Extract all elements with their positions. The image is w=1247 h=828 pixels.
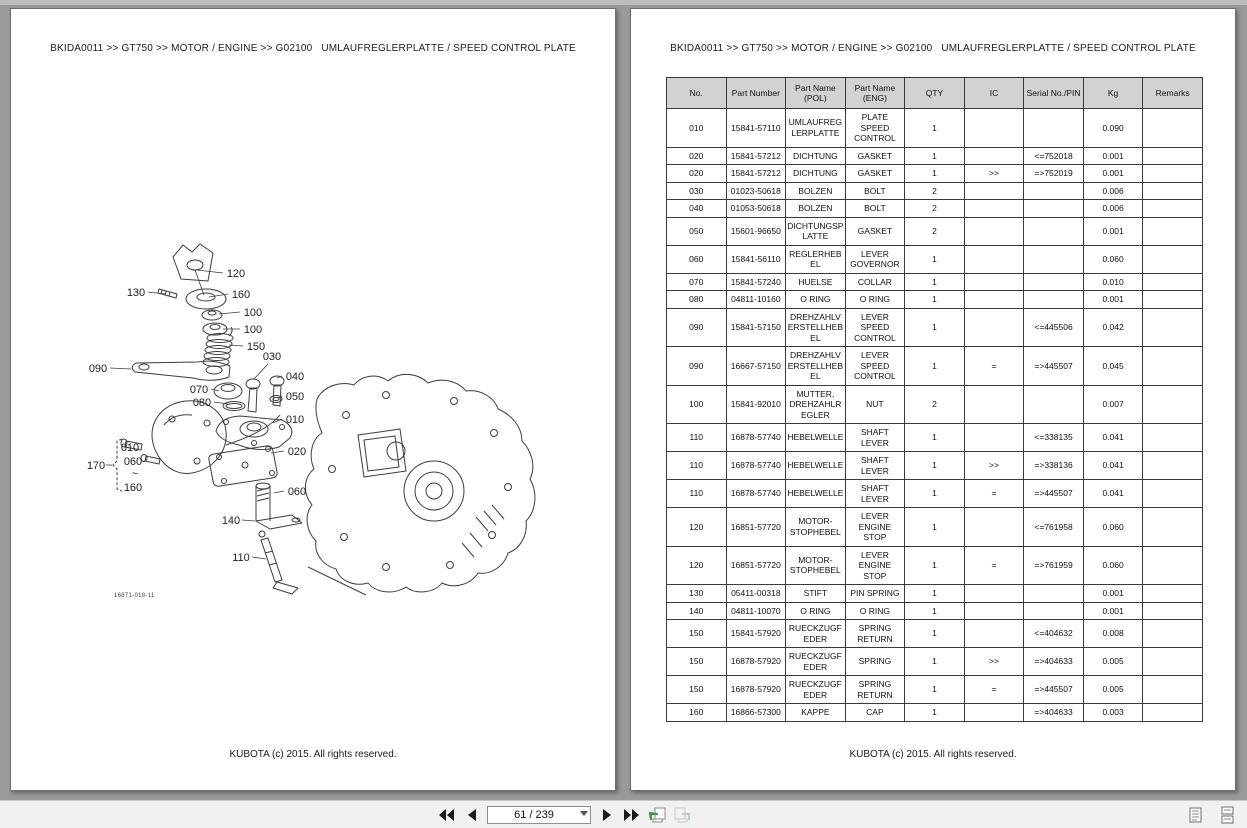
table-cell: KAPPE xyxy=(786,704,846,722)
diagram-callout: 030 xyxy=(262,351,282,363)
first-page-button[interactable] xyxy=(437,807,455,823)
table-cell xyxy=(964,109,1024,148)
table-cell: 070 xyxy=(667,273,727,291)
diagram-callout: 150 xyxy=(246,341,266,353)
table-cell: <=761958 xyxy=(1024,508,1084,547)
table-cell: 1 xyxy=(905,424,965,452)
single-page-view-button[interactable] xyxy=(1184,804,1206,826)
table-cell xyxy=(1024,217,1084,245)
copyright-right: KUBOTA (c) 2015. All rights reserved. xyxy=(849,749,1017,760)
column-header: QTY xyxy=(905,78,965,109)
table-cell: 0.060 xyxy=(1083,508,1143,547)
table-cell xyxy=(964,291,1024,309)
table-cell: <=752018 xyxy=(1024,147,1084,165)
table-cell: GASKET xyxy=(845,217,905,245)
callout-leader-line xyxy=(252,557,266,559)
parts-table-header xyxy=(667,78,1203,109)
table-cell: 0.001 xyxy=(1083,147,1143,165)
table-row xyxy=(667,602,1203,620)
table-cell: >> xyxy=(964,452,1024,480)
table-cell: LEVER ENGINE STOP xyxy=(845,508,905,547)
table-cell: 2 xyxy=(905,385,965,424)
table-cell: 140 xyxy=(667,602,727,620)
table-cell: 0.060 xyxy=(1083,245,1143,273)
table-cell: RUECKZUGF EDER xyxy=(786,620,846,648)
table-cell: 0.045 xyxy=(1083,347,1143,386)
table-cell: 01053-50618 xyxy=(726,200,786,218)
table-cell: 1 xyxy=(905,546,965,585)
table-cell: =>445507 xyxy=(1024,347,1084,386)
table-cell: O RING xyxy=(845,291,905,309)
table-cell xyxy=(1143,217,1203,245)
breadcrumb-left: BKIDA0011 >> GT750 >> MOTOR / ENGINE >> G02100 UMLAUFREGLERPLATTE / SPEED CONTROL PLATE xyxy=(50,43,576,54)
table-cell: =>752019 xyxy=(1024,165,1084,183)
table-cell: >> xyxy=(964,648,1024,676)
table-cell xyxy=(1143,620,1203,648)
table-cell: = xyxy=(964,480,1024,508)
table-cell: SPRING RETURN xyxy=(845,676,905,704)
table-cell xyxy=(1143,385,1203,424)
table-cell xyxy=(1143,147,1203,165)
pdf-viewer-canvas xyxy=(0,5,1247,800)
table-cell: 05411-00318 xyxy=(726,585,786,603)
table-cell: 0.007 xyxy=(1083,385,1143,424)
table-cell xyxy=(964,585,1024,603)
table-cell: =>761959 xyxy=(1024,546,1084,585)
table-row xyxy=(667,620,1203,648)
table-cell: LEVER SPEED CONTROL xyxy=(845,347,905,386)
table-cell: 16878-57920 xyxy=(726,676,786,704)
table-row xyxy=(667,147,1203,165)
table-cell: 2 xyxy=(905,200,965,218)
table-cell: REGLERHEB EL xyxy=(786,245,846,273)
table-cell: 1 xyxy=(905,620,965,648)
table-cell: SHAFT LEVER xyxy=(845,480,905,508)
table-cell: 1 xyxy=(905,291,965,309)
table-cell: 110 xyxy=(667,452,727,480)
diagram-callout: 100 xyxy=(243,307,263,319)
table-cell: 060 xyxy=(667,245,727,273)
table-cell: 16878-57740 xyxy=(726,480,786,508)
column-header: Part Name (ENG) xyxy=(845,78,905,109)
previous-view-button[interactable] xyxy=(648,807,666,823)
table-cell: 1 xyxy=(905,508,965,547)
diagram-callout: 010 xyxy=(285,414,305,426)
table-cell: GASKET xyxy=(845,147,905,165)
table-cell xyxy=(964,620,1024,648)
parts-table xyxy=(666,77,1203,722)
table-cell xyxy=(964,424,1024,452)
callout-leader-line xyxy=(242,520,255,521)
table-cell: 15841-57212 xyxy=(726,165,786,183)
table-row xyxy=(667,648,1203,676)
table-cell xyxy=(1024,245,1084,273)
diagram-callout: 110 xyxy=(232,552,250,564)
table-cell: 1 xyxy=(905,602,965,620)
table-cell: <=338135 xyxy=(1024,424,1084,452)
table-cell xyxy=(964,704,1024,722)
table-cell xyxy=(964,508,1024,547)
table-cell: SPRING RETURN xyxy=(845,620,905,648)
callout-leader-line xyxy=(211,389,219,391)
table-cell: 04811-10160 xyxy=(726,291,786,309)
column-header: Serial No./PIN xyxy=(1024,78,1084,109)
table-cell: 2 xyxy=(905,217,965,245)
table-cell: 1 xyxy=(905,109,965,148)
table-cell: <=404632 xyxy=(1024,620,1084,648)
table-cell: 16667-57150 xyxy=(726,347,786,386)
table-cell: 1 xyxy=(905,245,965,273)
table-cell: DREHZAHLV ERSTELLHEB EL xyxy=(786,347,846,386)
table-cell: BOLZEN xyxy=(786,200,846,218)
table-cell: 0.001 xyxy=(1083,602,1143,620)
table-cell: 15841-57240 xyxy=(726,273,786,291)
table-row xyxy=(667,452,1203,480)
table-row xyxy=(667,109,1203,148)
table-row xyxy=(667,585,1203,603)
table-cell xyxy=(964,385,1024,424)
table-cell xyxy=(964,200,1024,218)
table-cell: >> xyxy=(964,165,1024,183)
table-cell xyxy=(1024,291,1084,309)
table-cell: 16878-57740 xyxy=(726,424,786,452)
diagram-callout: 010 xyxy=(120,442,140,454)
table-cell: 110 xyxy=(667,424,727,452)
diagram-callout: 170 xyxy=(86,460,106,472)
table-cell: 1 xyxy=(905,452,965,480)
table-cell xyxy=(1143,648,1203,676)
table-cell: <=445506 xyxy=(1024,308,1084,347)
table-cell: =>404633 xyxy=(1024,648,1084,676)
table-cell xyxy=(964,602,1024,620)
table-cell: 0.041 xyxy=(1083,452,1143,480)
document-page-left xyxy=(10,8,616,791)
table-cell xyxy=(1024,585,1084,603)
table-cell: 080 xyxy=(667,291,727,309)
table-cell: LEVER GOVERNOR xyxy=(845,245,905,273)
next-view-button[interactable] xyxy=(673,807,691,823)
last-page-button[interactable] xyxy=(623,807,641,823)
table-cell: 090 xyxy=(667,308,727,347)
table-cell: 0.060 xyxy=(1083,546,1143,585)
previous-page-button[interactable] xyxy=(462,807,480,823)
table-row xyxy=(667,704,1203,722)
diagram-callout: 120 xyxy=(226,268,246,280)
table-cell xyxy=(1143,508,1203,547)
table-cell: 040 xyxy=(667,200,727,218)
table-cell: 0.001 xyxy=(1083,585,1143,603)
table-cell: = xyxy=(964,676,1024,704)
table-cell: 1 xyxy=(905,704,965,722)
table-cell xyxy=(1143,480,1203,508)
table-cell xyxy=(964,147,1024,165)
table-cell xyxy=(1024,273,1084,291)
diagram-callout: 020 xyxy=(287,446,307,458)
table-cell: GASKET xyxy=(845,165,905,183)
table-cell: LEVER ENGINE STOP xyxy=(845,546,905,585)
table-cell: 15841-57212 xyxy=(726,147,786,165)
table-cell: 0.001 xyxy=(1083,217,1143,245)
table-cell: SHAFT LEVER xyxy=(845,452,905,480)
table-row xyxy=(667,182,1203,200)
table-cell: RUECKZUGF EDER xyxy=(786,676,846,704)
table-cell: 010 xyxy=(667,109,727,148)
table-row xyxy=(667,546,1203,585)
table-cell: 0.041 xyxy=(1083,424,1143,452)
callout-leader-line xyxy=(254,364,268,379)
table-cell: 16866-57300 xyxy=(726,704,786,722)
copyright-left: KUBOTA (c) 2015. All rights reserved. xyxy=(229,749,397,760)
table-cell xyxy=(964,273,1024,291)
table-cell: = xyxy=(964,546,1024,585)
table-cell: 15841-57920 xyxy=(726,620,786,648)
table-cell: 16878-57920 xyxy=(726,648,786,676)
diagram-callout: 050 xyxy=(285,391,305,403)
table-cell: SPRING xyxy=(845,648,905,676)
table-cell xyxy=(964,217,1024,245)
column-header: No. xyxy=(667,78,727,109)
table-cell xyxy=(1143,182,1203,200)
column-header: IC xyxy=(964,78,1024,109)
table-cell: 050 xyxy=(667,217,727,245)
table-row xyxy=(667,165,1203,183)
diagram-callout: 090 xyxy=(88,363,108,375)
table-row xyxy=(667,676,1203,704)
figure-number: 16871-018-11 xyxy=(114,593,155,599)
table-cell: BOLT xyxy=(845,200,905,218)
table-cell: 150 xyxy=(667,620,727,648)
table-cell: BOLZEN xyxy=(786,182,846,200)
table-cell: O RING xyxy=(786,291,846,309)
next-page-button[interactable] xyxy=(598,807,616,823)
bottom-toolbar xyxy=(0,800,1247,828)
table-cell xyxy=(1143,200,1203,218)
table-cell xyxy=(1143,245,1203,273)
parts-table-container xyxy=(666,77,1203,722)
diagram-callout: 080 xyxy=(192,397,212,409)
table-cell: 130 xyxy=(667,585,727,603)
table-cell: = xyxy=(964,347,1024,386)
table-cell: 1 xyxy=(905,147,965,165)
table-cell: LEVER SPEED CONTROL xyxy=(845,308,905,347)
table-row xyxy=(667,424,1203,452)
table-cell xyxy=(1143,273,1203,291)
table-cell: 150 xyxy=(667,676,727,704)
table-cell: 1 xyxy=(905,165,965,183)
table-cell: 1 xyxy=(905,585,965,603)
breadcrumb-right: BKIDA0011 >> GT750 >> MOTOR / ENGINE >> G02100 UMLAUFREGLERPLATTE / SPEED CONTROL PLATE xyxy=(670,43,1196,54)
callout-leader-line xyxy=(219,312,240,314)
table-cell: 0.001 xyxy=(1083,165,1143,183)
page-indicator: 61 / 239 xyxy=(514,809,554,821)
table-row xyxy=(667,385,1203,424)
table-cell: 2 xyxy=(905,182,965,200)
table-cell xyxy=(1143,585,1203,603)
combobox-dropdown-arrow xyxy=(580,811,588,816)
diagram-callout: 060 xyxy=(287,486,307,498)
table-cell xyxy=(1143,602,1203,620)
diagram-callout: 160 xyxy=(231,289,251,301)
table-cell: 1 xyxy=(905,648,965,676)
table-cell xyxy=(964,245,1024,273)
table-cell xyxy=(1024,182,1084,200)
table-row xyxy=(667,273,1203,291)
table-cell: 01023-50618 xyxy=(726,182,786,200)
table-cell: O RING xyxy=(786,602,846,620)
table-cell xyxy=(964,182,1024,200)
table-cell: 0.008 xyxy=(1083,620,1143,648)
table-cell: RUECKZUGF EDER xyxy=(786,648,846,676)
table-cell xyxy=(1143,165,1203,183)
table-cell: PIN SPRING xyxy=(845,585,905,603)
table-cell: 04811-10070 xyxy=(726,602,786,620)
document-page-right xyxy=(630,8,1236,791)
table-row xyxy=(667,291,1203,309)
table-cell: 0.090 xyxy=(1083,109,1143,148)
diagram-callout: 060 xyxy=(123,456,143,468)
table-cell: HUELSE xyxy=(786,273,846,291)
continuous-view-button[interactable] xyxy=(1216,804,1238,826)
table-row xyxy=(667,480,1203,508)
table-cell xyxy=(1024,200,1084,218)
table-cell: COLLAR xyxy=(845,273,905,291)
table-cell: PLATE SPEED CONTROL xyxy=(845,109,905,148)
table-cell: DICHTUNG xyxy=(786,147,846,165)
callout-leader-line xyxy=(274,491,284,493)
table-cell: =>445507 xyxy=(1024,480,1084,508)
callout-leader-line xyxy=(110,368,131,369)
exploded-parts-diagram xyxy=(56,237,576,617)
table-cell: CAP xyxy=(845,704,905,722)
table-cell: 0.005 xyxy=(1083,676,1143,704)
table-cell: NUT xyxy=(845,385,905,424)
table-cell: =>338136 xyxy=(1024,452,1084,480)
column-header: Kg xyxy=(1083,78,1143,109)
table-cell: MOTOR-STOPHEBEL xyxy=(786,508,846,547)
table-cell: 16878-57740 xyxy=(726,452,786,480)
diagram-callout: 140 xyxy=(221,515,241,527)
table-cell xyxy=(1143,291,1203,309)
table-cell: HEBELWELLE xyxy=(786,480,846,508)
table-cell: BOLT xyxy=(845,182,905,200)
table-cell: DICHTUNGSP LATTE xyxy=(786,217,846,245)
diagram-callout: 100 xyxy=(243,324,263,336)
table-row xyxy=(667,508,1203,547)
table-row xyxy=(667,347,1203,386)
table-cell xyxy=(1143,109,1203,148)
table-cell: 15841-92010 xyxy=(726,385,786,424)
table-cell: 15601-96650 xyxy=(726,217,786,245)
diagram-callout: 070 xyxy=(189,384,209,396)
table-cell: UMLAUFREG LERPLATTE xyxy=(786,109,846,148)
table-cell xyxy=(1143,676,1203,704)
table-cell xyxy=(1143,347,1203,386)
table-cell xyxy=(964,308,1024,347)
table-cell: =>404633 xyxy=(1024,704,1084,722)
table-cell: 16851-57720 xyxy=(726,546,786,585)
table-cell: MUTTER, DREHZAHLR EGLER xyxy=(786,385,846,424)
table-cell: 0.006 xyxy=(1083,200,1143,218)
table-cell: MOTOR-STOPHEBEL xyxy=(786,546,846,585)
table-cell xyxy=(1143,424,1203,452)
table-cell: 0.010 xyxy=(1083,273,1143,291)
table-cell: SHAFT LEVER xyxy=(845,424,905,452)
table-cell: 1 xyxy=(905,308,965,347)
table-cell: HEBELWELLE xyxy=(786,424,846,452)
table-cell: STIFT xyxy=(786,585,846,603)
table-cell xyxy=(1143,704,1203,722)
table-cell xyxy=(1143,308,1203,347)
table-cell: 110 xyxy=(667,480,727,508)
table-cell xyxy=(1024,602,1084,620)
table-cell: 1 xyxy=(905,480,965,508)
diagram-callout: 160 xyxy=(123,482,143,494)
table-cell: 020 xyxy=(667,147,727,165)
column-header: Part Name (POL) xyxy=(786,78,846,109)
diagram-callout: ~ xyxy=(131,468,139,480)
table-cell: 0.001 xyxy=(1083,291,1143,309)
callout-leader-line xyxy=(148,292,165,294)
table-cell: 0.005 xyxy=(1083,648,1143,676)
diagram-callout: 040 xyxy=(285,371,305,383)
table-row xyxy=(667,308,1203,347)
table-cell: 1 xyxy=(905,273,965,291)
table-cell: 090 xyxy=(667,347,727,386)
column-header: Remarks xyxy=(1143,78,1203,109)
table-cell: O RING xyxy=(845,602,905,620)
page-number-combobox[interactable] xyxy=(487,806,591,824)
table-cell: 0.003 xyxy=(1083,704,1143,722)
table-cell: 16851-57720 xyxy=(726,508,786,547)
table-cell xyxy=(1143,546,1203,585)
table-cell: 0.042 xyxy=(1083,308,1143,347)
table-cell: 020 xyxy=(667,165,727,183)
table-cell: 120 xyxy=(667,546,727,585)
table-cell: 150 xyxy=(667,648,727,676)
table-cell: 0.041 xyxy=(1083,480,1143,508)
column-header: Part Number xyxy=(726,78,786,109)
table-row xyxy=(667,217,1203,245)
diagram-callout: 130 xyxy=(126,287,146,299)
table-cell: =>445507 xyxy=(1024,676,1084,704)
table-cell: 100 xyxy=(667,385,727,424)
table-cell: 15841-57110 xyxy=(726,109,786,148)
table-cell: 120 xyxy=(667,508,727,547)
table-cell: HEBELWELLE xyxy=(786,452,846,480)
table-cell: DREHZAHLV ERSTELLHEB EL xyxy=(786,308,846,347)
table-cell: 030 xyxy=(667,182,727,200)
table-cell: 160 xyxy=(667,704,727,722)
table-cell: 1 xyxy=(905,347,965,386)
table-cell xyxy=(1143,452,1203,480)
table-cell: 0.006 xyxy=(1083,182,1143,200)
table-row xyxy=(667,200,1203,218)
table-row xyxy=(667,245,1203,273)
table-cell: DICHTUNG xyxy=(786,165,846,183)
table-cell: 1 xyxy=(905,676,965,704)
table-cell xyxy=(1024,109,1084,148)
table-cell xyxy=(1024,385,1084,424)
table-cell: 15841-57150 xyxy=(726,308,786,347)
table-cell: 15841-56110 xyxy=(726,245,786,273)
